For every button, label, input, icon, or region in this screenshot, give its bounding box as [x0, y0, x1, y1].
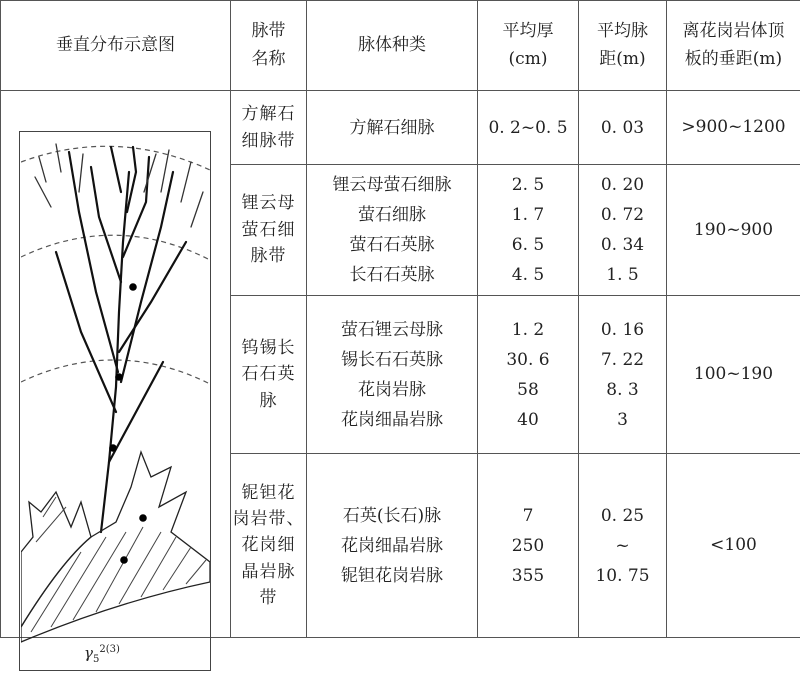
distance-cell: 100~190	[667, 296, 800, 454]
zone-name-cell: 锂云母 萤石细 脉带	[231, 165, 307, 296]
table-row	[1, 91, 800, 165]
spacing-cell: 0. 16 7. 22 8. 3 3	[579, 296, 667, 454]
header-avg-spacing: 平均脉 距(m)	[579, 1, 667, 91]
fine-veinlet	[161, 150, 203, 227]
vein-type-cell: 方解石细脉	[307, 91, 478, 165]
zone-name-cell: 方解石 细脉带	[231, 91, 307, 165]
spacing-cell: 0. 03	[579, 91, 667, 165]
header-diagram: 垂直分布示意图	[1, 1, 231, 91]
header-vein-type: 脉体种类	[307, 1, 478, 91]
header-zone-name: 脉带 名称	[231, 1, 307, 91]
sample-dot	[109, 444, 117, 452]
spacing-cell: 0. 20 0. 72 0. 34 1. 5	[579, 165, 667, 296]
thickness-cell: 0. 2~0. 5	[478, 91, 579, 165]
granite-body	[21, 452, 210, 642]
vein-type-cell: 萤石锂云母脉 锡长石石英脉 花岗岩脉 花岗细晶岩脉	[307, 296, 478, 454]
vein-line	[111, 147, 121, 192]
sample-dot	[139, 514, 147, 522]
vein-line	[101, 172, 129, 532]
header-row	[1, 1, 800, 91]
distance-cell: >900~1200	[667, 91, 800, 165]
sample-dot	[115, 373, 123, 381]
thickness-cell: 7 250 355	[478, 454, 579, 638]
sample-dot	[129, 283, 137, 291]
header-distance: 离花岗岩体顶 板的垂距(m)	[667, 1, 800, 91]
vertical-distribution-diagram	[1, 91, 231, 638]
sample-dot	[120, 556, 128, 564]
zone-name-cell: 钨锡长 石石英 脉	[231, 296, 307, 454]
header-avg-thickness: 平均厚 (cm)	[478, 1, 579, 91]
thickness-cell: 1. 2 30. 6 58 40	[478, 296, 579, 454]
thickness-cell: 2. 5 1. 7 6. 5 4. 5	[478, 165, 579, 296]
distance-cell: 190~900	[667, 165, 800, 296]
vein-line	[91, 167, 121, 282]
diagram-frame	[19, 131, 211, 671]
vein-type-cell: 石英(长石)脉 花岗细晶岩脉 铌钽花岗岩脉	[307, 454, 478, 638]
granite-symbol-label: $\gamma_5^{2(3)}$	[84, 642, 120, 668]
zone-name-cell: 铌钽花 岗岩带、 花岗细 晶岩脉 带	[231, 454, 307, 638]
vein-sketch	[21, 132, 210, 669]
vein-type-cell: 锂云母萤石细脉 萤石细脉 萤石石英脉 长石石英脉	[307, 165, 478, 296]
distance-cell: <100	[667, 454, 800, 638]
spacing-cell: 0. 25 ~ 10. 75	[579, 454, 667, 638]
